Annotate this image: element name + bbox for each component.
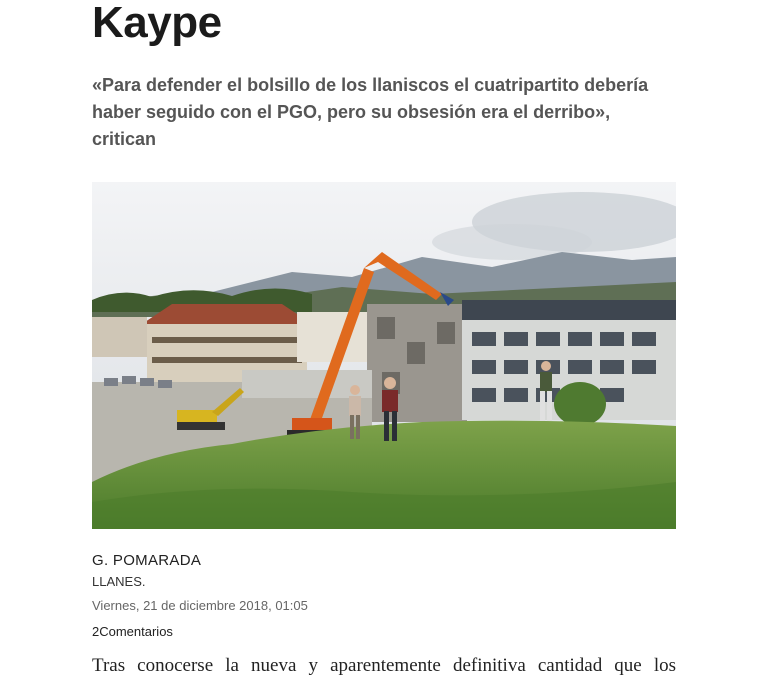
demolition-photo-illustration: [92, 182, 676, 529]
article-date: Viernes, 21 de diciembre 2018, 01:05: [92, 598, 308, 613]
article-location: LLANES.: [92, 574, 146, 589]
article-headline: Kaype: [92, 0, 222, 47]
article-photo[interactable]: [92, 182, 676, 529]
article-subtitle: «Para defender el bolsillo de los llaniscos el cuatripartito debería haber seguido con el PGO, pero su obsesión era el derribo», critican: [92, 75, 649, 149]
article-author: G. POMARADA: [92, 552, 202, 569]
comments-link[interactable]: 2Comentarios: [92, 624, 173, 639]
article-lead-paragraph: Tras conocerse la nueva y aparentemente definitiva cantidad que los: [92, 655, 676, 676]
